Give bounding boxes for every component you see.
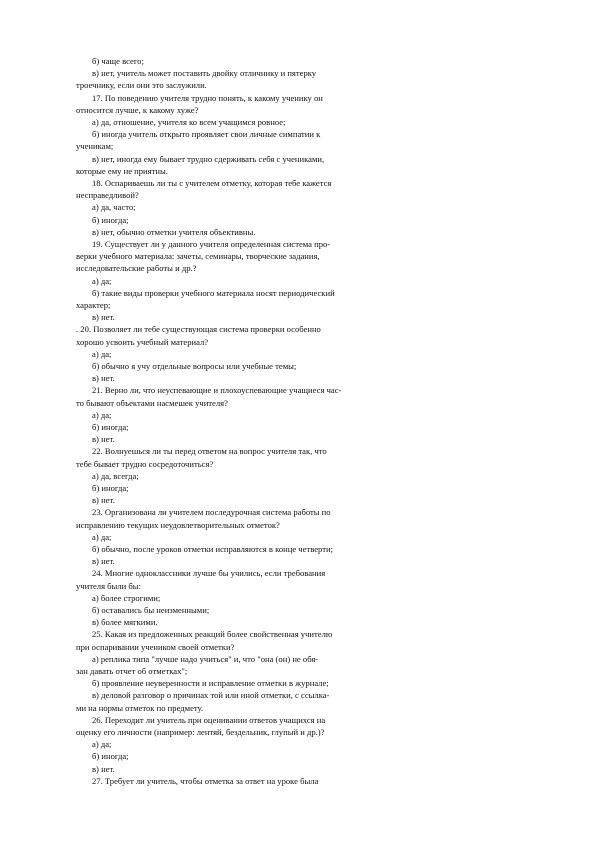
text-line: зан давать отчет об отметках"; (76, 666, 188, 676)
text-line: 22. Волнуешься ли ты перед ответом на вопрос учителя так, что (92, 446, 327, 457)
text-line: оценку его личности (например: лентяй, бездельник, глупый и др.)? (76, 727, 325, 737)
text-line: б) оставались бы неизменными; (92, 605, 210, 615)
text-line: характер; (76, 300, 111, 310)
text-line: 17. По поведению учителя трудно понять, к какому ученику он (92, 92, 323, 103)
text-line: ми на нормы отметок по предмету. (76, 702, 204, 713)
text-line: в) более мягкими. (92, 617, 158, 628)
text-line: 24. Многие одноклассники лучше бы учились, если требования (92, 568, 326, 579)
text-line: б) иногда; (92, 422, 129, 432)
text-line: 19. Существует ли у данного учителя определенная система про- (92, 239, 331, 249)
text-line: б) иногда; (92, 483, 129, 493)
text-line: б) такие виды проверки учебного материала носят периодический (92, 287, 335, 298)
text-line: б) иногда; (92, 751, 129, 762)
text-line: в) нет, иногда ему бывает трудно сдерживать себя с учениками, (92, 153, 325, 164)
text-line: верки учебного материала: зачеты, семинары, творческие задания, (76, 251, 320, 262)
text-line: а) более строгими; (92, 592, 161, 603)
text-line: троечнику, если они это заслужили. (76, 80, 207, 91)
text-line: исправлению текущих неудовлетворительных отметок? (76, 519, 280, 530)
text-line: а) да, отношение, учителя ко всем учащимся ровное; (92, 117, 286, 127)
text-line: в) нет, учитель может поставить двойку отличнику и пятерку (92, 68, 317, 79)
text-line: ученикам; (76, 141, 114, 152)
text-line: а) да; (92, 739, 112, 750)
text-line: несправедливой? (76, 190, 139, 201)
text-line: 25. Какая из предложенных реакций более свойственная учителю (92, 629, 333, 640)
text-line: в) деловой разговор о причинах той или иной отметки, с ссылка- (92, 690, 330, 701)
text-line: б) иногда; (92, 214, 129, 225)
text-line: при оспаривании учеником своей отметки? (76, 641, 235, 652)
text-line: тебе бывает трудно сосредоточиться? (76, 458, 214, 469)
text-line: 27. Требует ли учитель, чтобы отметка за ответ на уроке была (92, 775, 319, 786)
text-line: а) да; (92, 275, 112, 286)
text-line: относится лучше, к какому хуже? (76, 104, 199, 115)
text-line: в) нет. (92, 556, 115, 567)
text-line: которые ему не приятны. (76, 165, 168, 176)
text-line: б) чаще всего; (92, 56, 144, 66)
text-line: в) нет. (92, 312, 115, 323)
text-line: в) нет, обычно отметки учителя объективны. (92, 226, 256, 237)
text-line: . 20. Позволяет ли тебе существующая система проверки особенно (76, 324, 321, 335)
text-line: в) нет. (92, 434, 115, 445)
text-line: а) да; (92, 409, 112, 420)
text-line: а) да, всегда; (92, 470, 139, 481)
text-line: 18. Оспариваешь ли ты с учителем отметку, которая тебе кажется (92, 178, 332, 188)
text-line: 26. Переходит ли учитель при оценивании ответов учащихся на (92, 714, 326, 725)
text-line: хорошо усвоить учебный материал? (76, 336, 209, 347)
text-line: а) да; (92, 348, 112, 359)
text-line: в) нет. (92, 763, 115, 774)
text-line: б) обычно, после уроков отметки исправляются в конце четверти; (92, 544, 333, 554)
text-line: в) нет. (92, 495, 115, 506)
text-line: 21. Верно ли, что неуспевающие и плохоуспевающие учащиеся час- (92, 385, 342, 396)
text-line: учителя были бы: (76, 580, 141, 591)
text-line: а) реплика типа "лучше надо учиться" и, что "она (он) не обя- (92, 653, 319, 664)
text-line: в) нет. (92, 373, 115, 384)
text-line: б) иногда учитель открыто проявляет свои личные симпатии к (92, 129, 321, 140)
text-line: исследовательские работы и др.? (76, 263, 197, 274)
text-line: а) да, часто; (92, 202, 136, 213)
text-line: 23. Организована ли учителем последурочная система работы по (92, 507, 331, 518)
text-line: то бывают объектами насмешек учителя? (76, 397, 228, 408)
text-line: б) проявление неуверенности и исправление отметки в журнале; (92, 678, 329, 689)
text-line: б) обычно я учу отдельные вопросы или учебные темы; (92, 361, 297, 371)
text-line: а) да; (92, 531, 112, 542)
